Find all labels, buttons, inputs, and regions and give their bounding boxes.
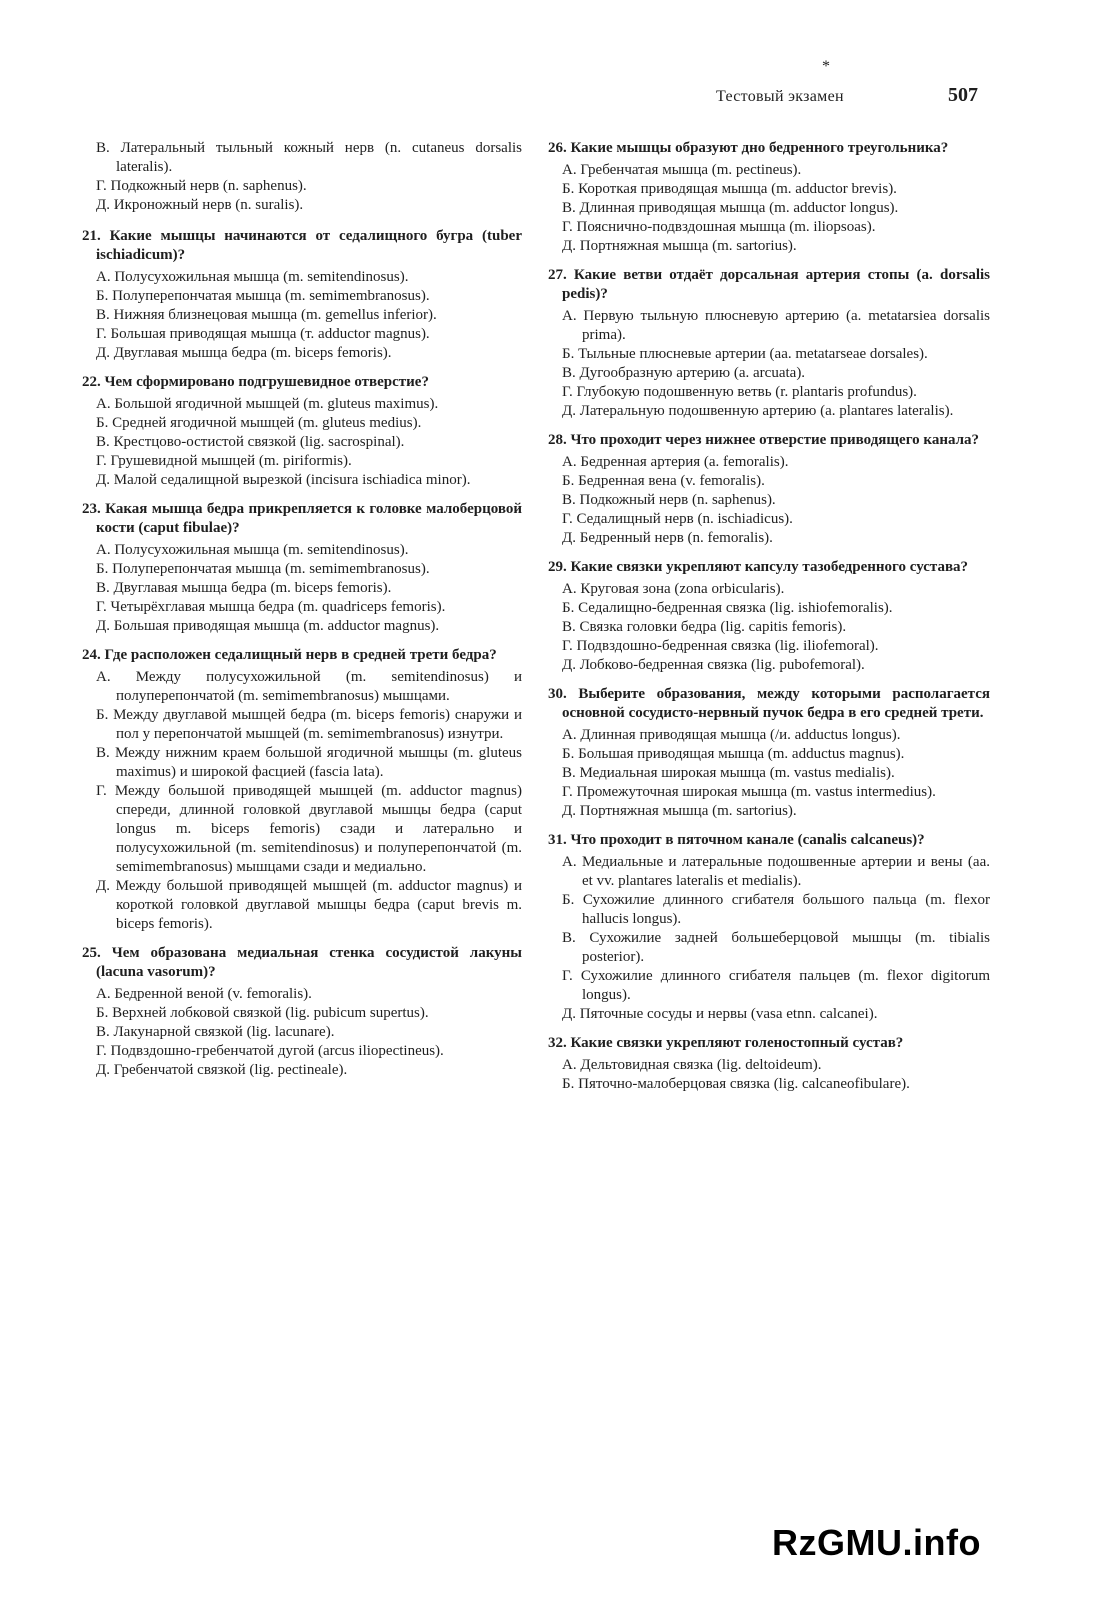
answer-option: В. Латеральный тыльный кожный нерв (n. cutaneus dorsalis lateralis). [96,140,522,175]
question-23 [82,500,522,636]
answer-option: Б. Седалищно-бедренная связка (lig. ishiofemoralis). [562,600,893,616]
answer-option: Б. Полуперепончатая мышца (m. semimembranosus). [96,288,430,304]
running-head: Тестовый экзамен [716,88,844,105]
answer-option: Б. Сухожилие длинного сгибателя большого пальца (m. flexor hallucis longus). [562,892,990,927]
question-22 [82,373,522,490]
question-title: 30. Выберите образования, между которыми располагается основной сосудисто-нервный пучок бедра в его средней трети. [548,686,990,721]
answer-option: А. Медиальные и латеральные подошвенные артерии и вены (aa. et vv. plantares lateralis et medialis). [562,854,990,889]
answer-option: Г. Промежуточная широкая мышца (m. vastus intermedius). [562,784,936,800]
answer-option: А. Первую тыльную плюсневую артерию (a. metatarsiea dorsalis prima). [562,308,990,343]
question-25 [82,944,522,1080]
question-title: 21. Какие мышцы начинаются от седалищного бугра (tuber ischiadicum)? [82,228,522,263]
question-24 [82,646,522,934]
question-title: 27. Какие ветви отдаёт дорсальная артерия стопы (a. dorsalis pedis)? [548,267,990,302]
question-28 [548,431,990,548]
question-title: 31. Что проходит в пяточном канале (canalis calcaneus)? [548,832,925,848]
question-title: 29. Какие связки укрепляют капсулу тазобедренного сустава? [548,559,969,575]
answer-option: Д. Двуглавая мышца бедра (m. biceps femoris). [96,345,392,361]
question-title: 23. Какая мышца бедра прикрепляется к головке малоберцовой кости (caput fibulae)? [82,501,522,536]
answer-option: Г. Подкожный нерв (n. saphenus). [96,178,307,194]
answer-option: Г. Четырёхглавая мышца бедра (m. quadriceps femoris). [96,599,446,615]
site-watermark: RzGMU.info [772,1522,981,1563]
question-title: 26. Какие мышцы образуют дно бедренного треугольника? [548,140,949,156]
answer-option: А. Полусухожильная мышца (m. semitendinosus). [96,542,409,558]
question-31 [548,831,990,1024]
question-title: 22. Чем сформировано подгрушевидное отверстие? [82,374,429,390]
answer-option: Д. Портняжная мышца (m. sartorius). [562,803,797,819]
answer-option: Б. Между двуглавой мышцей бедра (m. biceps femoris) снаружи и пол у перепончатой мышцей (m. semimembranosus) изнутри. [96,707,522,742]
answer-option: А. Полусухожильная мышца (m. semitendinosus). [96,269,409,285]
answer-option: В. Лакунарной связкой (lig. lacunare). [96,1024,335,1040]
answer-option: Г. Подвздошно-бедренная связка (lig. iliofemoral). [562,638,879,654]
answer-option: Б. Полуперепончатая мышца (m. semimembranosus). [96,561,430,577]
question-title: 32. Какие связки укрепляют голеностопный сустав? [548,1035,904,1051]
question-27 [548,266,990,421]
answer-option: В. Нижняя близнецовая мышца (m. gemellus inferior). [96,307,437,323]
answer-option: Б. Короткая приводящая мышца (m. adductor brevis). [562,181,897,197]
question-32 [548,1034,990,1094]
answer-option: В. Двуглавая мышца бедра (m. biceps femoris). [96,580,392,596]
question-21 [82,227,522,363]
answer-option: Г. Сухожилие длинного сгибателя пальцев (m. flexor digitorum longus). [562,968,990,1003]
answer-option: А. Длинная приводящая мышца (/и. adductus longus). [562,727,901,743]
answer-option: Г. Между большой приводящей мышцей (m. adductor magnus) спереди, длинной головкой двуглавой мышцы бедра (caput longus m. biceps femoris) сзади и латерально и полусухожильной (m. semitendinosus) и полуперепончатой (m. semimembranosus) мышцами сзади и медиально. [96,783,522,875]
answer-option: Б. Тыльные плюсневые артерии (aa. metatarseae dorsales). [562,346,928,362]
answer-option: В. Дугообразную артерию (a. arcuata). [562,365,806,381]
question-title: 24. Где расположен седалищный нерв в средней трети бедра? [82,647,497,663]
answer-option: Д. Малой седалищной вырезкой (incisura ischiadica minor). [96,472,471,488]
answer-option: В. Подкожный нерв (n. saphenus). [562,492,776,508]
answer-option: В. Крестцово-остистой связкой (lig. sacrospinal). [96,434,405,450]
answer-option: Б. Средней ягодичной мышцей (m. gluteus medius). [96,415,422,431]
answer-option: А. Круговая зона (zona orbicularis). [562,581,785,597]
question-30 [548,685,990,821]
answer-option: В. Сухожилие задней большеберцовой мышцы (m. tibialis posterior). [562,930,990,965]
answer-option: Г. Седалищный нерв (n. ischiadicus). [562,511,793,527]
right-column [548,139,990,1100]
answer-option: В. Длинная приводящая мышца (m. adductor longus). [562,200,899,216]
answer-option: Г. Подвздошно-гребенчатой дугой (arcus iliopectineus). [96,1043,444,1059]
answer-option: Б. Бедренная вена (v. femoralis). [562,473,765,489]
answer-option: А. Бедренной веной (v. femoralis). [96,986,312,1002]
question-title: 25. Чем образована медиальная стенка сосудистой лакуны (lacuna vasorum)? [82,945,522,980]
answer-option: В. Связка головки бедра (lig. capitis femoris). [562,619,847,635]
answer-option: Г. Большая приводящая мышца (т. adductor magnus). [96,326,430,342]
answer-option: А. Бедренная артерия (a. femoralis). [562,454,789,470]
star-mark: * [822,58,830,75]
left-column [82,139,522,1086]
answer-option: Д. Пяточные сосуды и нервы (vasa etnn. calcanei). [562,1006,878,1022]
answer-option: В. Между нижним краем большой ягодичной мышцы (m. gluteus maximus) и широкой фасцией (fascia lata). [96,745,522,780]
answer-option: Б. Верхней лобковой связкой (lig. pubicum supertus). [96,1005,429,1021]
answer-option: А. Гребенчатая мышца (m. pectineus). [562,162,802,178]
answer-option: Д. Большая приводящая мышца (m. adductor magnus). [96,618,440,634]
answer-option: Г. Глубокую подошвенную ветвь (r. plantaris profundus). [562,384,917,400]
page-number: 507 [948,84,978,106]
answer-option: Д. Между большой приводящей мышцей (m. adductor magnus) и короткой головкой двуглавой мышцы бедра (caput brevis m. biceps femoris). [96,878,522,932]
answer-option: Д. Бедренный нерв (n. femoralis). [562,530,773,546]
answer-option: Д. Портняжная мышца (m. sartorius). [562,238,797,254]
question-title: 28. Что проходит через нижнее отверстие приводящего канала? [548,432,980,448]
answer-option: Д. Латеральную подошвенную артерию (a. plantares lateralis). [562,403,954,419]
answer-option: Б. Большая приводящая мышца (m. adductus magnus). [562,746,905,762]
carry-over-options [82,139,522,215]
answer-option: А. Между полусухожильной (m. semitendinosus) и полуперепончатой (m. semimembranosus) мышцами. [96,669,522,704]
answer-option: А. Дельтовидная связка (lig. deltoideum). [562,1057,822,1073]
answer-option: Г. Пояснично-подвздошная мышца (m. iliopsoas). [562,219,876,235]
answer-option: Г. Грушевидной мышцей (m. piriformis). [96,453,352,469]
answer-option: Б. Пяточно-малоберцовая связка (lig. calcaneofibulare). [562,1076,910,1092]
answer-option: Д. Лобково-бедренная связка (lig. pubofemoral). [562,657,865,673]
answer-option: В. Медиальная широкая мышца (m. vastus medialis). [562,765,895,781]
answer-option: А. Большой ягодичной мышцей (m. gluteus maximus). [96,396,439,412]
answer-option: Д. Гребенчатой связкой (lig. pectineale). [96,1062,348,1078]
answer-option: Д. Икроножный нерв (n. suralis). [96,197,304,213]
question-26 [548,139,990,256]
question-29 [548,558,990,675]
